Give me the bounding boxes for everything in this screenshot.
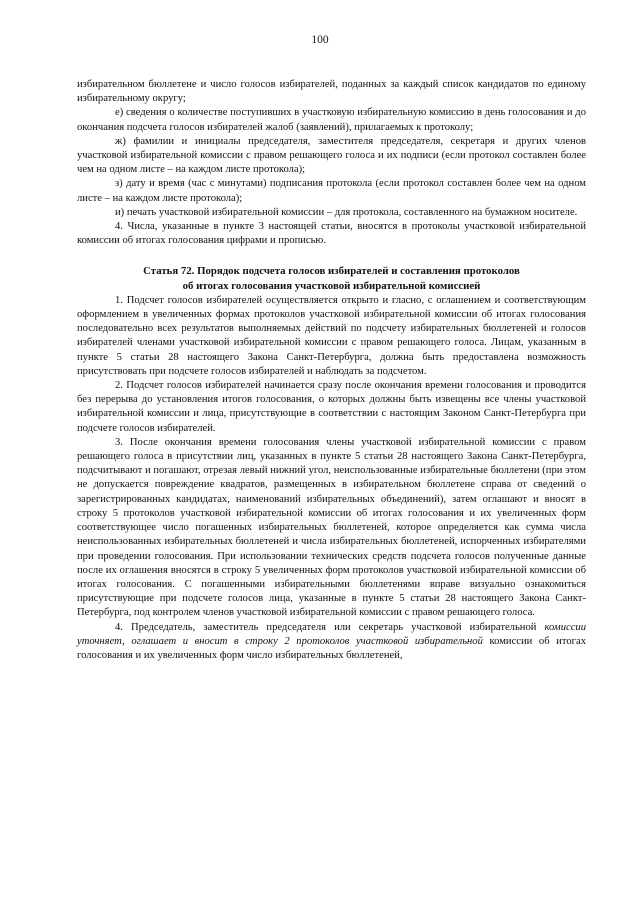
paragraph-continuation: избирательном бюллетене и число голосов избирателей, поданных за каждый список кандидатов по единому избирательному округу; [77,79,586,105]
article-paragraph-2: 2. Подсчет голосов избирателей начинается сразу после окончания времени голосования и проводится без перерыва до установления итогов голосования, о которых должны быть извещены все члены участковой избирательной комиссии и лица, присутствующие в соответствии с настоящим Законом Санкт-Петербурга при подсчете голосов избирателей. [77,380,586,434]
article-heading-line-2: об итогах голосования участковой избирательной комиссией [182,279,481,292]
document-body [77,78,586,663]
article-heading-line-1: Статья 72. Порядок подсчета голосов избирателей и составления протоколов [143,265,520,278]
page-number: 100 [311,34,329,46]
paragraph-item-e: е) сведения о количестве поступивших в участковую избирательную комиссию в день голосования и до окончания подсчета голосов избирателей жалоб (заявлений), прилагаемых к протоколу; [77,107,586,133]
article-paragraph-4-part-1: 4. Председатель, заместитель председателя или секретарь участковой избирательной [115,621,545,633]
paragraph-item-z: з) дату и время (час с минутами) подписания протокола (если протокол составлен более чем на одном листе – на каждом листе протокола); [77,178,586,204]
article-paragraph-4-part-3: комиссии об итогах голосования и их увеличенных форм число избирательных бюллетеней, [77,635,586,661]
paragraph-item-zh: ж) фамилии и инициалы председателя, заместителя председателя, секретаря и других членов участковой избирательной комиссии с правом решающего голоса и их подписи (если протокол составлен более чем на одном листе – на каждом листе протокола); [77,135,586,176]
article-heading [77,264,586,292]
paragraph-item-i: и) печать участковой избирательной комиссии – для протокола, составленного на бумажном носителе. [115,206,578,218]
article-paragraph-3: 3. После окончания времени голосования члены участковой избирательной комиссии с правом решающего голоса в присутствии лиц, указанных в пункте 5 статьи 28 настоящего Закона Санкт-Петербурга, подсчитывают и погашают, отрезая левый нижний угол, неиспользованные избирательные бюллетени (при этом не допускается повреждение квадратов, размещенных в избирательном бюллетене справа от сведений о зарегистрированных кандидатах, наименований избирательных объединений), затем оглашают и вносят в строку 5 протоколов участковой избирательной комиссии об итогах голосования и их увеличенных форм соответствующее число погашенных избирательных бюллетеней, которое определяется как сумма числа неиспользованных избирательных бюллетеней и числа избирательных бюллетеней, испорченных избирателями при проведении голосования. При использовании технических средств подсчета голосов полученные данные после их оглашения вносятся в строку 5 увеличенных форм протоколов участковой избирательной комиссии об итогах голосования. С погашенными избирательными бюллетенями вправе визуально ознакомиться присутствующие при подсчете голосов лица, указанные в пункте 5 статьи 28 настоящего Закона Санкт-Петербурга, под контролем членов участковой избирательной комиссии с правом решающего голоса. [77,436,586,619]
article-paragraph-4-italic: комиссии уточняет, оглашает и вносит в строку 2 протоколов участковой избирательной [77,621,586,647]
paragraph-point-4: 4. Числа, указанные в пункте 3 настоящей статьи, вносятся в протоколы участковой избирательной комиссии об итогах голосования цифрами и прописью. [77,221,586,247]
article-paragraph-1: 1. Подсчет голосов избирателей осуществляется открыто и гласно, с оглашением и соответствующим оформлением в увеличенных формах протоколов участковой избирательной комиссии об итогах голосования последовательно всех результатов выполняемых действий по подсчету избирательных бюллетеней и голосов избирателей членами участковой избирательной комиссии с правом решающего голоса. Лицам, указанным в пункте 5 статьи 28 настоящего Закона Санкт-Петербурга, должна быть предоставлена возможность присутствовать при подсчете голосов избирателей и наблюдать за подсчетом. [77,294,586,377]
article-paragraph-4 [77,621,586,664]
